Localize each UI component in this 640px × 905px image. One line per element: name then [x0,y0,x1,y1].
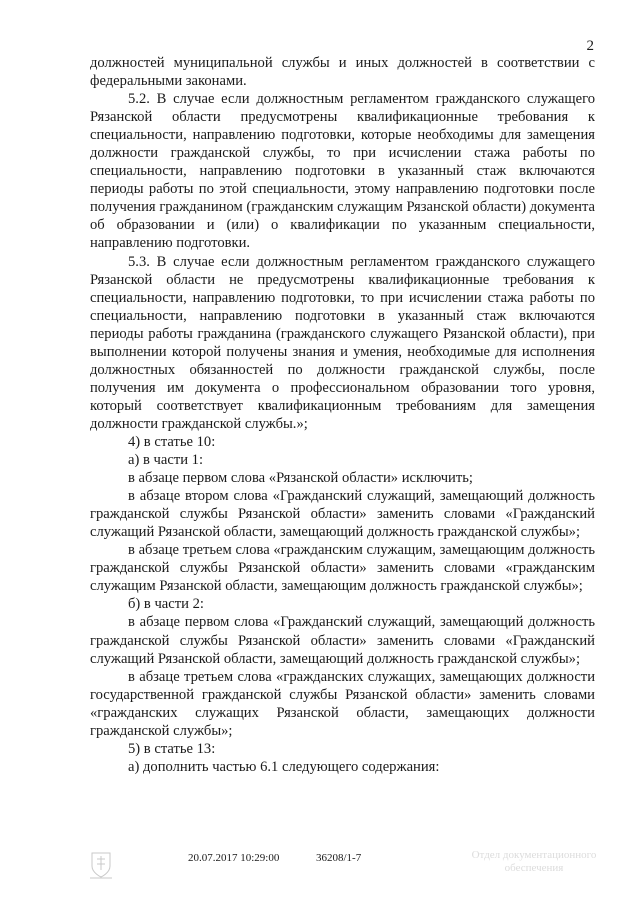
paragraph-b-abzac-3: в абзаце третьем слова «гражданских служащих, замещающих должности государственной гражданской службы Рязанской области» заменить словами «гражданских служащих Рязанской области, замещающих должности гражданской службы»; [90,668,595,739]
coat-of-arms-emblem-icon [88,850,114,880]
paragraph-item-4: 4) в статье 10: [128,433,216,450]
paragraph-continuation: должностей муниципальной службы и иных должностей в соответствии с федеральными законами. [90,55,595,90]
department-stamp [444,849,624,875]
page-number: 2 [586,38,594,54]
paragraph-item-5: 5) в статье 13: [128,740,216,757]
paragraph-item-a: а) в части 1: [128,452,204,469]
paragraph-item-a-13: а) дополнить частью 6.1 следующего содержания: [128,758,440,775]
paragraph-abzac-3: в абзаце третьем слова «гражданским служащим, замещающим должность гражданской службы Рязанской области» заменить словами «гражданским служащим Рязанской области, замещающим должность гражданской службы»; [90,542,595,595]
footer-datetime: 20.07.2017 10:29:00 [188,852,280,864]
paragraph-abzac-2: в абзаце втором слова «Гражданский служащий, замещающий должность гражданской службы Рязанской области» заменить словами «Гражданский служащий Рязанской области, замещающий должность гражданской службы»; [90,488,595,541]
paragraph-item-b: б) в части 2: [128,596,204,613]
stamp-line-1: Отдел документационного [471,849,597,861]
paragraph-5-2: 5.2. В случае если должностным регламентом гражданского служащего Рязанской области предусмотрены квалификационные требования к специальности, направлению подготовки, которые необходимы для замещения должности гражданской службы, то при исчислении стажа работы по специальности, направлению подготовки в указанный стаж включаются периоды работы по этой специальности, этому направлению подготовки после получения гражданином (гражданским служащим Рязанской области) документа об образовании и (или) о квалификации по указанным специальности, направлению подготовки. [90,91,595,252]
paragraph-b-abzac-1: в абзаце первом слова «Гражданский служащий, замещающий должность гражданской службы Рязанской области» заменить словами «Гражданский служащий Рязанской области, замещающий должность гражданской службы»; [90,614,595,667]
footer-doc-number: 36208/1-7 [316,852,362,864]
paragraph-abzac-1: в абзаце первом слова «Рязанской области» исключить; [128,470,473,487]
stamp-line-2: обеспечения [504,862,564,874]
document-body [90,54,595,776]
paragraph-5-3: 5.3. В случае если должностным регламентом гражданского служащего Рязанской области не предусмотрены квалификационные требования к специальности, направлению подготовки, то при исчислении стажа работы по специальности, направлению подготовки в указанный стаж включаются периоды работы гражданина (гражданского служащего Рязанской области), при выполнении которой получены знания и умения, необходимые для исполнения должностных обязанностей по должности гражданской службы, после получения им документа о профессиональном образовании того уровня, который соответствует квалификационным требованиям для замещения должности гражданской службы.»; [90,253,595,432]
